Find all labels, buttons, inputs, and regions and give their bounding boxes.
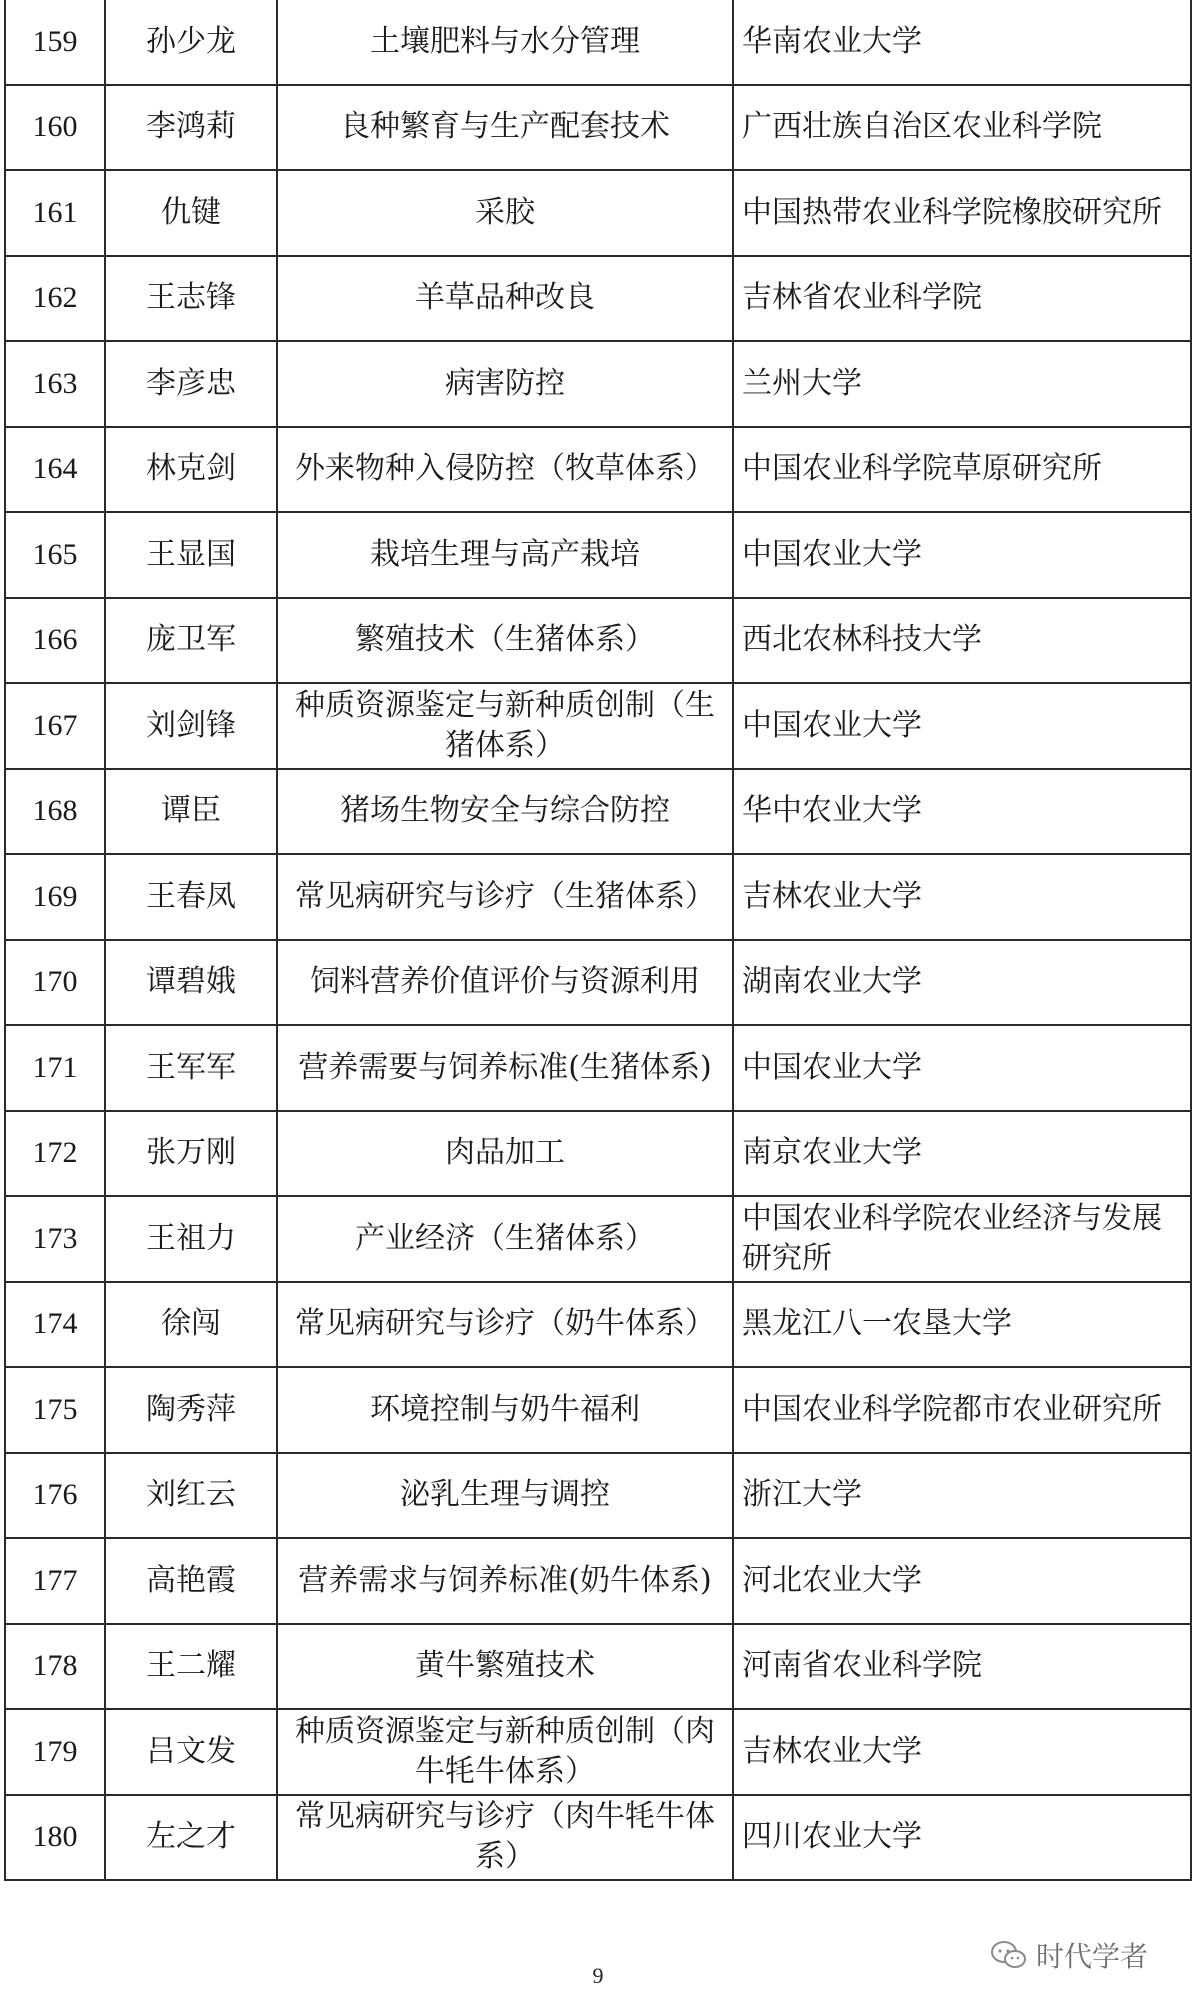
name-cell: 张万刚 — [105, 1111, 277, 1197]
name-cell: 王二耀 — [105, 1624, 277, 1710]
table-row — [5, 341, 1191, 427]
post-cell: 营养需要与饲养标准(生猪体系) — [277, 1025, 733, 1111]
row-number-cell: 160 — [5, 85, 105, 171]
organization-cell: 河南省农业科学院 — [733, 1624, 1191, 1710]
organization-cell: 中国农业科学院草原研究所 — [733, 427, 1191, 513]
row-number-cell: 176 — [5, 1453, 105, 1539]
name-cell: 徐闯 — [105, 1282, 277, 1368]
organization-cell: 黑龙江八一农垦大学 — [733, 1282, 1191, 1368]
name-cell: 李鸿莉 — [105, 85, 277, 171]
name-cell: 李彦忠 — [105, 341, 277, 427]
post-cell: 饲料营养价值评价与资源利用 — [277, 940, 733, 1026]
organization-cell: 中国农业大学 — [733, 1025, 1191, 1111]
row-number-cell: 167 — [5, 683, 105, 769]
post-cell: 外来物种入侵防控（牧草体系） — [277, 427, 733, 513]
organization-cell: 四川农业大学 — [733, 1795, 1191, 1881]
organization-cell: 吉林省农业科学院 — [733, 256, 1191, 342]
organization-cell: 西北农林科技大学 — [733, 598, 1191, 684]
organization-cell: 浙江大学 — [733, 1453, 1191, 1539]
name-cell: 仇键 — [105, 170, 277, 256]
organization-cell: 南京农业大学 — [733, 1111, 1191, 1197]
name-cell: 刘剑锋 — [105, 683, 277, 769]
table-row — [5, 683, 1191, 769]
table-row — [5, 256, 1191, 342]
table-row — [5, 1282, 1191, 1368]
table-row — [5, 512, 1191, 598]
post-cell: 土壤肥料与水分管理 — [277, 0, 733, 85]
row-number-cell: 180 — [5, 1795, 105, 1881]
row-number-cell: 169 — [5, 854, 105, 940]
post-cell: 产业经济（生猪体系） — [277, 1196, 733, 1282]
post-cell: 病害防控 — [277, 341, 733, 427]
post-cell: 黄牛繁殖技术 — [277, 1624, 733, 1710]
row-number-cell: 170 — [5, 940, 105, 1026]
table-row — [5, 0, 1191, 85]
table-row — [5, 1795, 1191, 1881]
row-number-cell: 174 — [5, 1282, 105, 1368]
organization-cell: 中国农业大学 — [733, 512, 1191, 598]
post-cell: 繁殖技术（生猪体系） — [277, 598, 733, 684]
name-cell: 王春凤 — [105, 854, 277, 940]
name-cell: 高艳霞 — [105, 1538, 277, 1624]
organization-cell: 华南农业大学 — [733, 0, 1191, 85]
organization-cell: 中国农业大学 — [733, 683, 1191, 769]
organization-cell: 湖南农业大学 — [733, 940, 1191, 1026]
roster-table — [4, 0, 1192, 1881]
row-number-cell: 171 — [5, 1025, 105, 1111]
organization-cell: 吉林农业大学 — [733, 1709, 1191, 1795]
table-row — [5, 1196, 1191, 1282]
watermark-text: 时代学者 — [1035, 1940, 1148, 1973]
name-cell: 谭臣 — [105, 769, 277, 855]
post-cell: 泌乳生理与调控 — [277, 1453, 733, 1539]
name-cell: 刘红云 — [105, 1453, 277, 1539]
name-cell: 谭碧娥 — [105, 940, 277, 1026]
table-row — [5, 1538, 1191, 1624]
post-cell: 羊草品种改良 — [277, 256, 733, 342]
name-cell: 孙少龙 — [105, 0, 277, 85]
row-number-cell: 175 — [5, 1367, 105, 1453]
organization-cell: 吉林农业大学 — [733, 854, 1191, 940]
row-number-cell: 166 — [5, 598, 105, 684]
post-cell: 栽培生理与高产栽培 — [277, 512, 733, 598]
table-row — [5, 1709, 1191, 1795]
post-cell: 常见病研究与诊疗（生猪体系） — [277, 854, 733, 940]
name-cell: 陶秀萍 — [105, 1367, 277, 1453]
organization-cell: 兰州大学 — [733, 341, 1191, 427]
table-row — [5, 1025, 1191, 1111]
row-number-cell: 159 — [5, 0, 105, 85]
organization-cell: 中国热带农业科学院橡胶研究所 — [733, 170, 1191, 256]
row-number-cell: 168 — [5, 769, 105, 855]
post-cell: 营养需求与饲养标准(奶牛体系) — [277, 1538, 733, 1624]
table-row — [5, 854, 1191, 940]
name-cell: 左之才 — [105, 1795, 277, 1881]
post-cell: 常见病研究与诊疗（肉牛牦牛体系） — [277, 1795, 733, 1881]
post-cell: 种质资源鉴定与新种质创制（生猪体系） — [277, 683, 733, 769]
table-row — [5, 85, 1191, 171]
row-number-cell: 172 — [5, 1111, 105, 1197]
name-cell: 王显国 — [105, 512, 277, 598]
name-cell: 王志锋 — [105, 256, 277, 342]
organization-cell: 华中农业大学 — [733, 769, 1191, 855]
post-cell: 肉品加工 — [277, 1111, 733, 1197]
row-number-cell: 173 — [5, 1196, 105, 1282]
table-row — [5, 1111, 1191, 1197]
table-row — [5, 1624, 1191, 1710]
post-cell: 良种繁育与生产配套技术 — [277, 85, 733, 171]
table-row — [5, 427, 1191, 513]
post-cell: 环境控制与奶牛福利 — [277, 1367, 733, 1453]
post-cell: 常见病研究与诊疗（奶牛体系） — [277, 1282, 733, 1368]
row-number-cell: 178 — [5, 1624, 105, 1710]
row-number-cell: 161 — [5, 170, 105, 256]
page-number: 9 — [592, 1963, 604, 1988]
row-number-cell: 177 — [5, 1538, 105, 1624]
row-number-cell: 162 — [5, 256, 105, 342]
table-row — [5, 769, 1191, 855]
organization-cell: 中国农业科学院都市农业研究所 — [733, 1367, 1191, 1453]
table-row — [5, 940, 1191, 1026]
row-number-cell: 164 — [5, 427, 105, 513]
table-row — [5, 170, 1191, 256]
post-cell: 采胶 — [277, 170, 733, 256]
name-cell: 林克剑 — [105, 427, 277, 513]
name-cell: 王军军 — [105, 1025, 277, 1111]
organization-cell: 广西壮族自治区农业科学院 — [733, 85, 1191, 171]
post-cell: 猪场生物安全与综合防控 — [277, 769, 733, 855]
table-row — [5, 1453, 1191, 1539]
roster-table-body — [5, 0, 1191, 1880]
row-number-cell: 165 — [5, 512, 105, 598]
table-row — [5, 1367, 1191, 1453]
table-row — [5, 598, 1191, 684]
row-number-cell: 179 — [5, 1709, 105, 1795]
organization-cell: 中国农业科学院农业经济与发展研究所 — [733, 1196, 1191, 1282]
name-cell: 吕文发 — [105, 1709, 277, 1795]
name-cell: 王祖力 — [105, 1196, 277, 1282]
organization-cell: 河北农业大学 — [733, 1538, 1191, 1624]
post-cell: 种质资源鉴定与新种质创制（肉牛牦牛体系） — [277, 1709, 733, 1795]
name-cell: 庞卫军 — [105, 598, 277, 684]
row-number-cell: 163 — [5, 341, 105, 427]
